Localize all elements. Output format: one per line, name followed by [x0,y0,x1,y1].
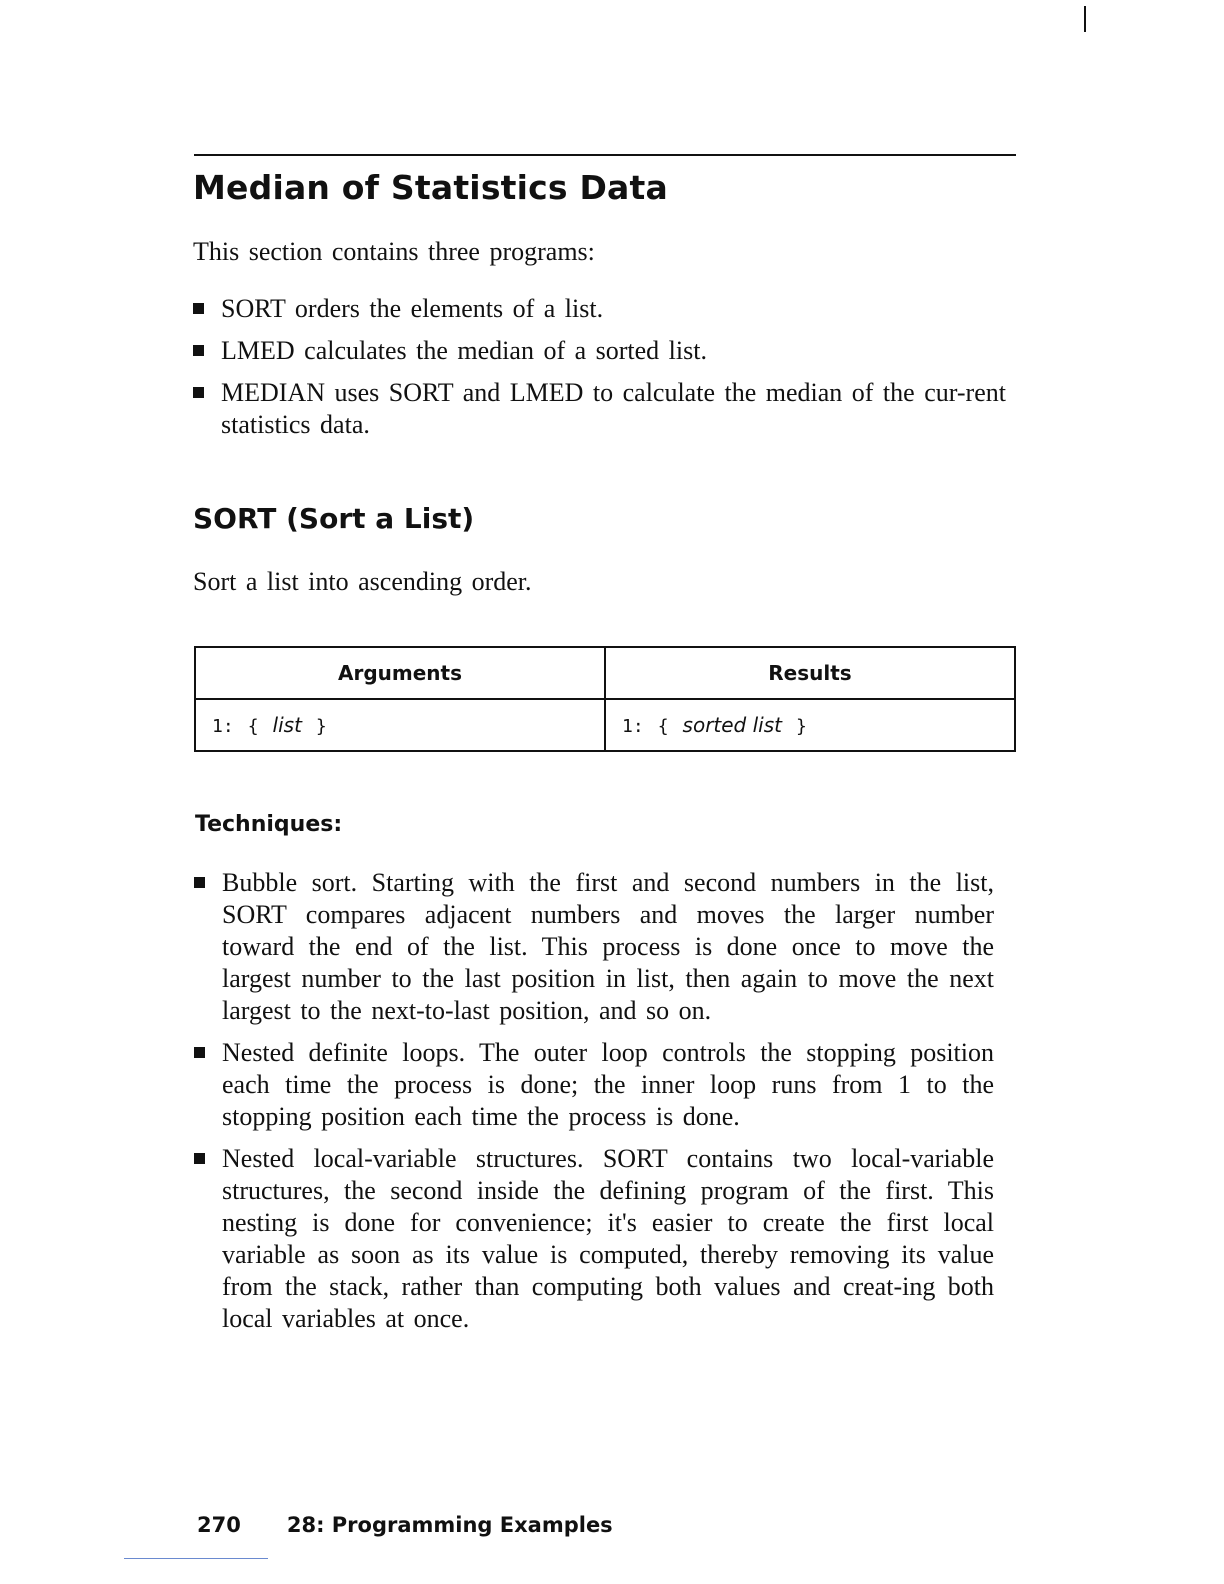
chapter-title: 28: Programming Examples [286,1513,613,1537]
intro-bullet-list [193,293,1006,451]
list-item: LMED calculates the median of a sorted list. [193,335,993,367]
bullet-icon [193,345,204,356]
arguments-header: Arguments [195,647,605,699]
argument-cell [195,699,605,751]
arguments-results-table [194,646,1016,752]
subsection-title: SORT (Sort a List) [193,502,475,535]
close-brace: } [795,716,807,737]
page-footer [197,1513,613,1537]
bottom-divider [124,1558,268,1559]
crop-mark [1084,6,1086,32]
subsection-intro: Sort a list into ascending order. [193,567,532,596]
table-header-row [195,647,1015,699]
bullet-icon [193,303,204,314]
stack-level: 1: [212,716,234,737]
bullet-icon [193,387,204,398]
list-item: SORT orders the elements of a list. [193,293,993,325]
intro-text: This section contains three programs: [193,237,595,266]
bullet-icon [194,1047,205,1058]
list-item: MEDIAN uses SORT and LMED to calculate the median of the cur-rent statistics data. [193,377,1013,441]
argument-value: list [272,713,302,737]
section-title: Median of Statistics Data [193,168,668,207]
close-brace: } [315,716,327,737]
result-value: sorted list [682,713,782,737]
section-rule [194,154,1016,156]
list-item: Nested local-variable structures. SORT contains two local-variable structures, the second inside the defining program of the first. This nesting is done for convenience; it's easier to create the first local variable as soon as its value is computed, thereby removing its value from the stack, rather than computing both values and creat-ing both local variables at once. [194,1143,994,1335]
techniques-list [194,867,994,1345]
bullet-icon [194,877,205,888]
techniques-title: Techniques: [195,812,343,837]
table-row [195,699,1015,751]
stack-level: 1: [622,716,644,737]
bullet-icon [194,1153,205,1164]
list-item: Nested definite loops. The outer loop controls the stopping position each time the process is done; the inner loop runs from 1 to the stopping position each time the process is done. [194,1037,994,1133]
open-brace: { [657,716,669,737]
open-brace: { [247,716,259,737]
result-cell [605,699,1015,751]
page-number: 270 [197,1513,241,1537]
list-item: Bubble sort. Starting with the first and second numbers in the list, SORT compares adjacent numbers and moves the larger number toward the end of the list. This process is done once to move the largest number to the last position in list, then again to move the next largest to the next-to-last position, and so on. [194,867,994,1027]
results-header: Results [605,647,1015,699]
